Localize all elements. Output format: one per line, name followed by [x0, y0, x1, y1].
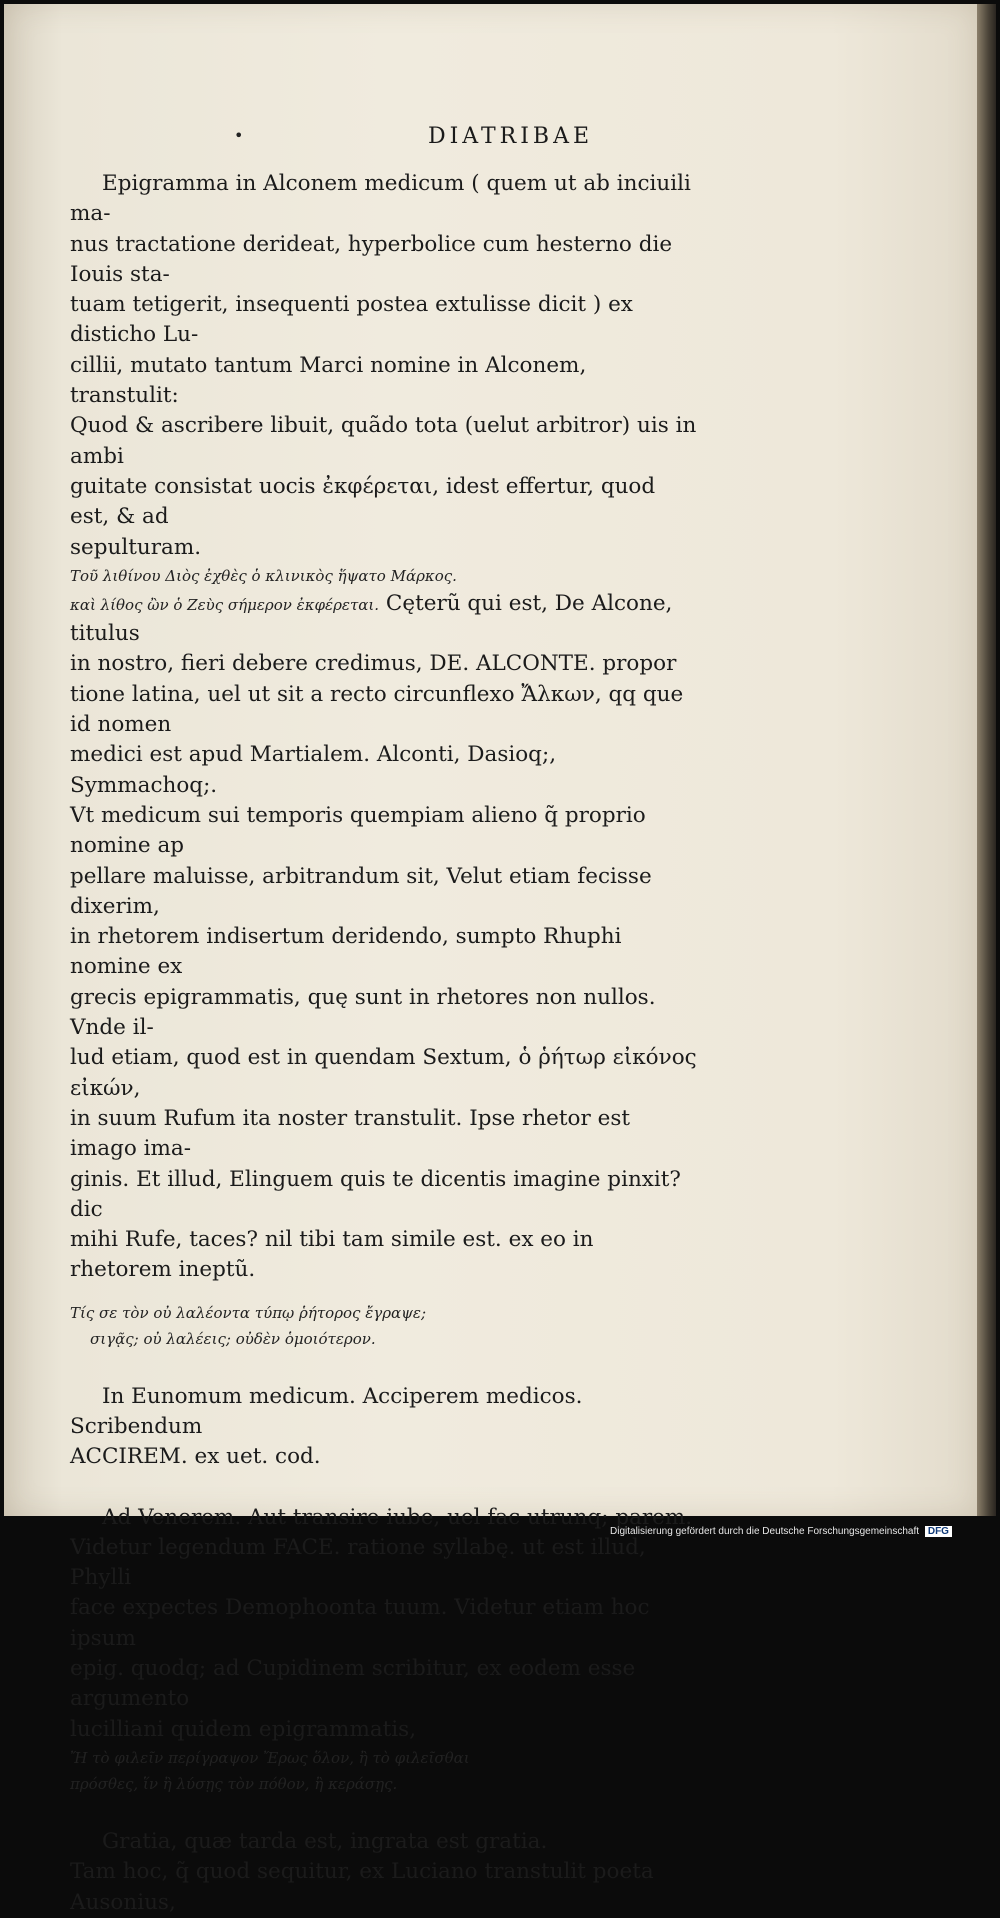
- text-line: epig. quodq; ad Cupidinem scribitur, ex eodem esse argumento: [70, 1656, 636, 1712]
- text-line: in nostro, fieri debere credimus, DE. ALCONTE. propor: [70, 651, 677, 677]
- body-text: [70, 169, 700, 1918]
- spacer: [70, 1352, 700, 1382]
- text-line: In Eunomum medicum. Acciperem medicos. Scribendum: [70, 1383, 583, 1439]
- text-line: medici est apud Martialem. Alconti, Dasioq;, Symmachoq;.: [70, 742, 557, 798]
- greek-epigram-2: [70, 1300, 700, 1352]
- text-line: Epigramma in Alconem medicum ( quem ut ab inciuili ma-: [70, 171, 691, 227]
- running-head: [4, 124, 977, 149]
- text-line: Gratia, quæ tarda est, ingrata est gratia.: [102, 1828, 548, 1854]
- paragraph-commentary: [70, 589, 700, 1286]
- credit-text: Digitalisierung gefördert durch die Deutsche Forschungsgemeinschaft: [610, 1526, 920, 1537]
- text-line: ACCIREM. ex uet. cod.: [70, 1444, 321, 1470]
- spacer: [70, 1797, 700, 1827]
- spacer: [70, 1286, 700, 1300]
- spacer: [70, 1473, 700, 1503]
- text-line: in suum Rufum ita noster transtulit. Ipse rhetor est imago ima-: [70, 1105, 630, 1162]
- text-line: tione latina, uel ut sit a recto circunflexo Ἄλκων, qq que id nomen: [70, 681, 684, 738]
- text-line: Tam hoc, q̃ quod sequitur, ex Luciano transtulit poeta Ausonius,: [70, 1859, 654, 1915]
- text-line: Vt medicum sui temporis quempiam alieno q̃ proprio nomine ap: [70, 802, 646, 859]
- text-line: face expectes Demophoonta tuum. Videtur etiam hoc ipsum: [70, 1595, 650, 1651]
- digitization-credit: [610, 1526, 952, 1537]
- paragraph-eunomus: [70, 1382, 700, 1473]
- text-line: Ad Venerem. Aut transire iube, uel fac utrunq; parem.: [102, 1504, 693, 1530]
- text-line: grecis epigrammatis, quę sunt in rhetores non nullos. Vnde il-: [70, 984, 656, 1041]
- greek-line: Τίς σε τὸν οὐ λαλέοντα τύπῳ ῥήτορος ἔγραψε;: [70, 1303, 427, 1322]
- greek-line: Ἤ τὸ φιλεῖν περίγραψον Ἔρως ὅλον, ἢ τὸ φιλεῖσθαι: [70, 1748, 470, 1767]
- paragraph-alcon: [70, 169, 700, 563]
- text-line: Videtur legendum FACE. ratione syllabę. ut est illud, Phylli: [70, 1534, 646, 1591]
- text-line: Quod & ascribere libuit, quãdo tota (uelut arbitror) uis in ambi: [70, 413, 697, 469]
- text-line: lucilliani quidem epigrammatis,: [70, 1716, 417, 1742]
- text-line: lud etiam, quod est in quendam Sextum, ὁ ῥήτωρ εἰκόνος εἰκών,: [70, 1045, 697, 1101]
- greek-line: καὶ λίθος ὢν ὁ Ζεὺς σήμερον ἐκφέρεται.: [70, 595, 380, 614]
- text-line: ginis. Et illud, Elinguem quis te dicentis imagine pinxit? dic: [70, 1166, 681, 1222]
- dfg-logo: DFG: [925, 1526, 952, 1537]
- page-title: DIATRIBAE: [427, 124, 594, 149]
- text-line: in rhetorem indisertum deridendo, sumpto Rhuphi nomine ex: [70, 924, 622, 980]
- book-fore-edge: [977, 4, 996, 1516]
- text-line: pellare maluisse, arbitrandum sit, Velut etiam fecisse dixerim,: [70, 863, 652, 919]
- text-line: nus tractatione derideat, hyperbolice cum hesterno die Iouis sta-: [70, 231, 673, 287]
- greek-line: σιγᾷς; οὐ λαλέεις; οὐδὲν ὁμοιότερον.: [90, 1329, 376, 1348]
- running-head-dot: •: [234, 126, 244, 145]
- greek-epigram-3: [70, 1745, 700, 1797]
- text-line: καὶ λίθος ὢν ὁ Ζεὺς σήμερον ἐκφέρεται. Cęterũ qui est, De Alcone, titulus: [70, 590, 673, 647]
- text-line: cillii, mutato tantum Marci nomine in Alconem, transtulit:: [70, 352, 587, 409]
- text-line: sepulturam.: [70, 534, 202, 560]
- text-line: tuam tetigerit, insequenti postea extulisse dicit ) ex disticho Lu-: [70, 292, 633, 348]
- greek-line: Τοῦ λιθίνου Διὸς ἐχθὲς ὁ κλινικὸς ἥψατο Μάρκος.: [70, 566, 457, 585]
- paragraph-venus: [70, 1503, 700, 1745]
- text-line: mihi Rufe, taces? nil tibi tam simile est. ex eo in rhetorem ineptũ.: [70, 1227, 594, 1283]
- paragraph-gratia: [70, 1827, 700, 1918]
- text-line: guitate consistat uocis ἐκφέρεται, idest effertur, quod est, & ad: [70, 473, 656, 530]
- greek-epigram-1: [70, 563, 700, 589]
- greek-line: πρόσθες, ἵν ἢ λύσῃς τὸν πόθον, ἢ κεράσῃς.: [70, 1774, 398, 1793]
